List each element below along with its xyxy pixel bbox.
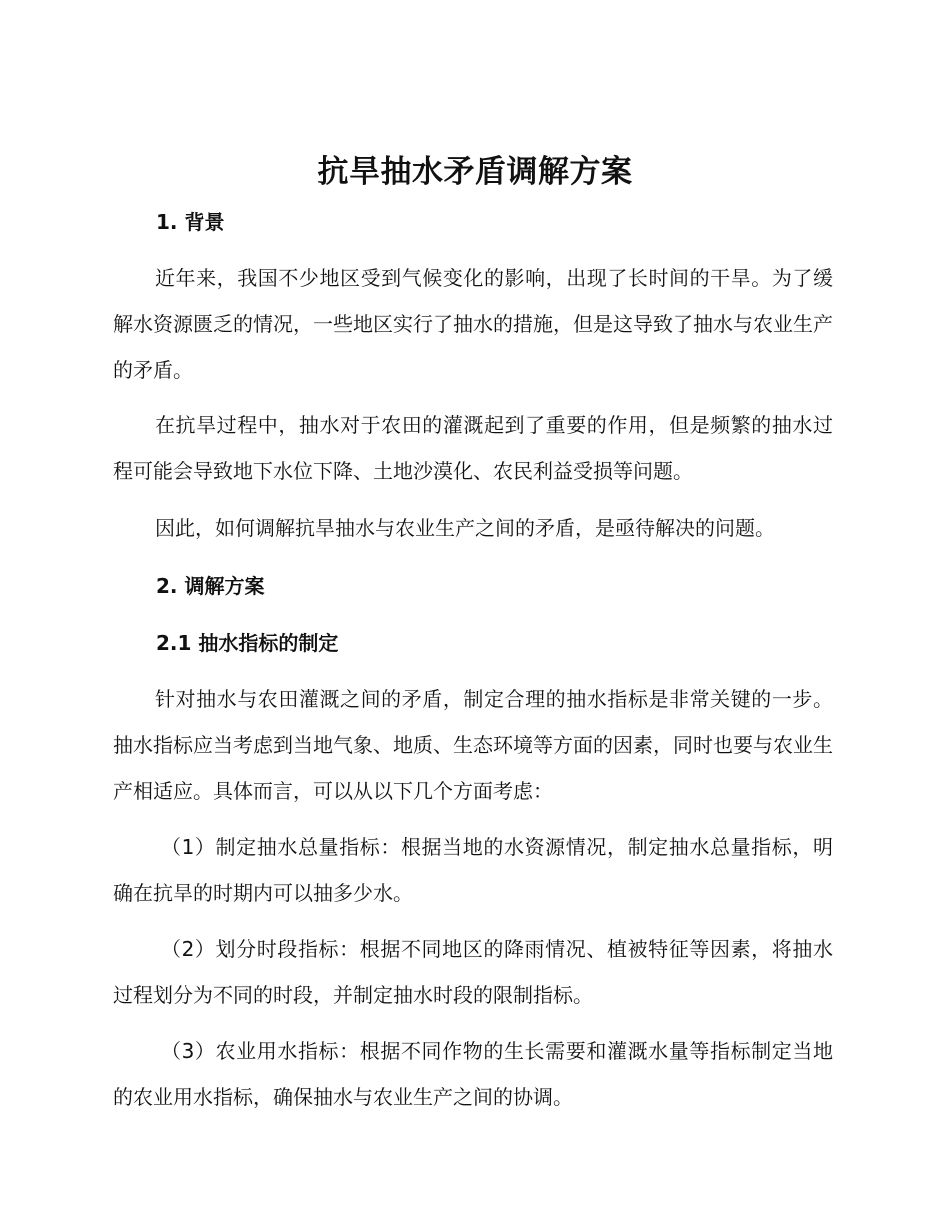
section-heading-mediation-plan: 2. 调解方案 — [156, 574, 265, 598]
section-heading-background: 1. 背景 — [156, 210, 225, 234]
indicator-item-1: （1）制定抽水总量指标：根据当地的水资源情况，制定抽水总量指标，明确在抗旱的时期内可以抽多少水。 — [113, 835, 833, 905]
indicator-item-3: （3）农业用水指标：根据不同作物的生长需要和灌溉水量等指标制定当地的农业用水指标，确保抽水与农业生产之间的协调。 — [113, 1039, 833, 1109]
background-paragraph-1: 近年来，我国不少地区受到气候变化的影响，出现了长时间的干旱。为了缓解水资源匮乏的情况，一些地区实行了抽水的措施，但是这导致了抽水与农业生产的矛盾。 — [113, 266, 833, 382]
subsection-heading-pumping-indicators: 2.1 抽水指标的制定 — [156, 631, 339, 655]
indicator-item-2: （2）划分时段指标：根据不同地区的降雨情况、植被特征等因素，将抽水过程划分为不同的时段，并制定抽水时段的限制指标。 — [113, 937, 833, 1007]
background-paragraph-2: 在抗旱过程中，抽水对于农田的灌溉起到了重要的作用，但是频繁的抽水过程可能会导致地下水位下降、土地沙漠化、农民利益受损等问题。 — [113, 413, 833, 483]
pumping-indicators-intro: 针对抽水与农田灌溉之间的矛盾，制定合理的抽水指标是非常关键的一步。抽水指标应当考虑到当地气象、地质、生态环境等方面的因素，同时也要与农业生产相适应。具体而言，可以从以下几个方面考虑： — [113, 687, 833, 803]
background-paragraph-3: 因此，如何调解抗旱抽水与农业生产之间的矛盾，是亟待解决的问题。 — [155, 516, 775, 540]
document-title: 抗旱抽水矛盾调解方案 — [317, 154, 633, 190]
